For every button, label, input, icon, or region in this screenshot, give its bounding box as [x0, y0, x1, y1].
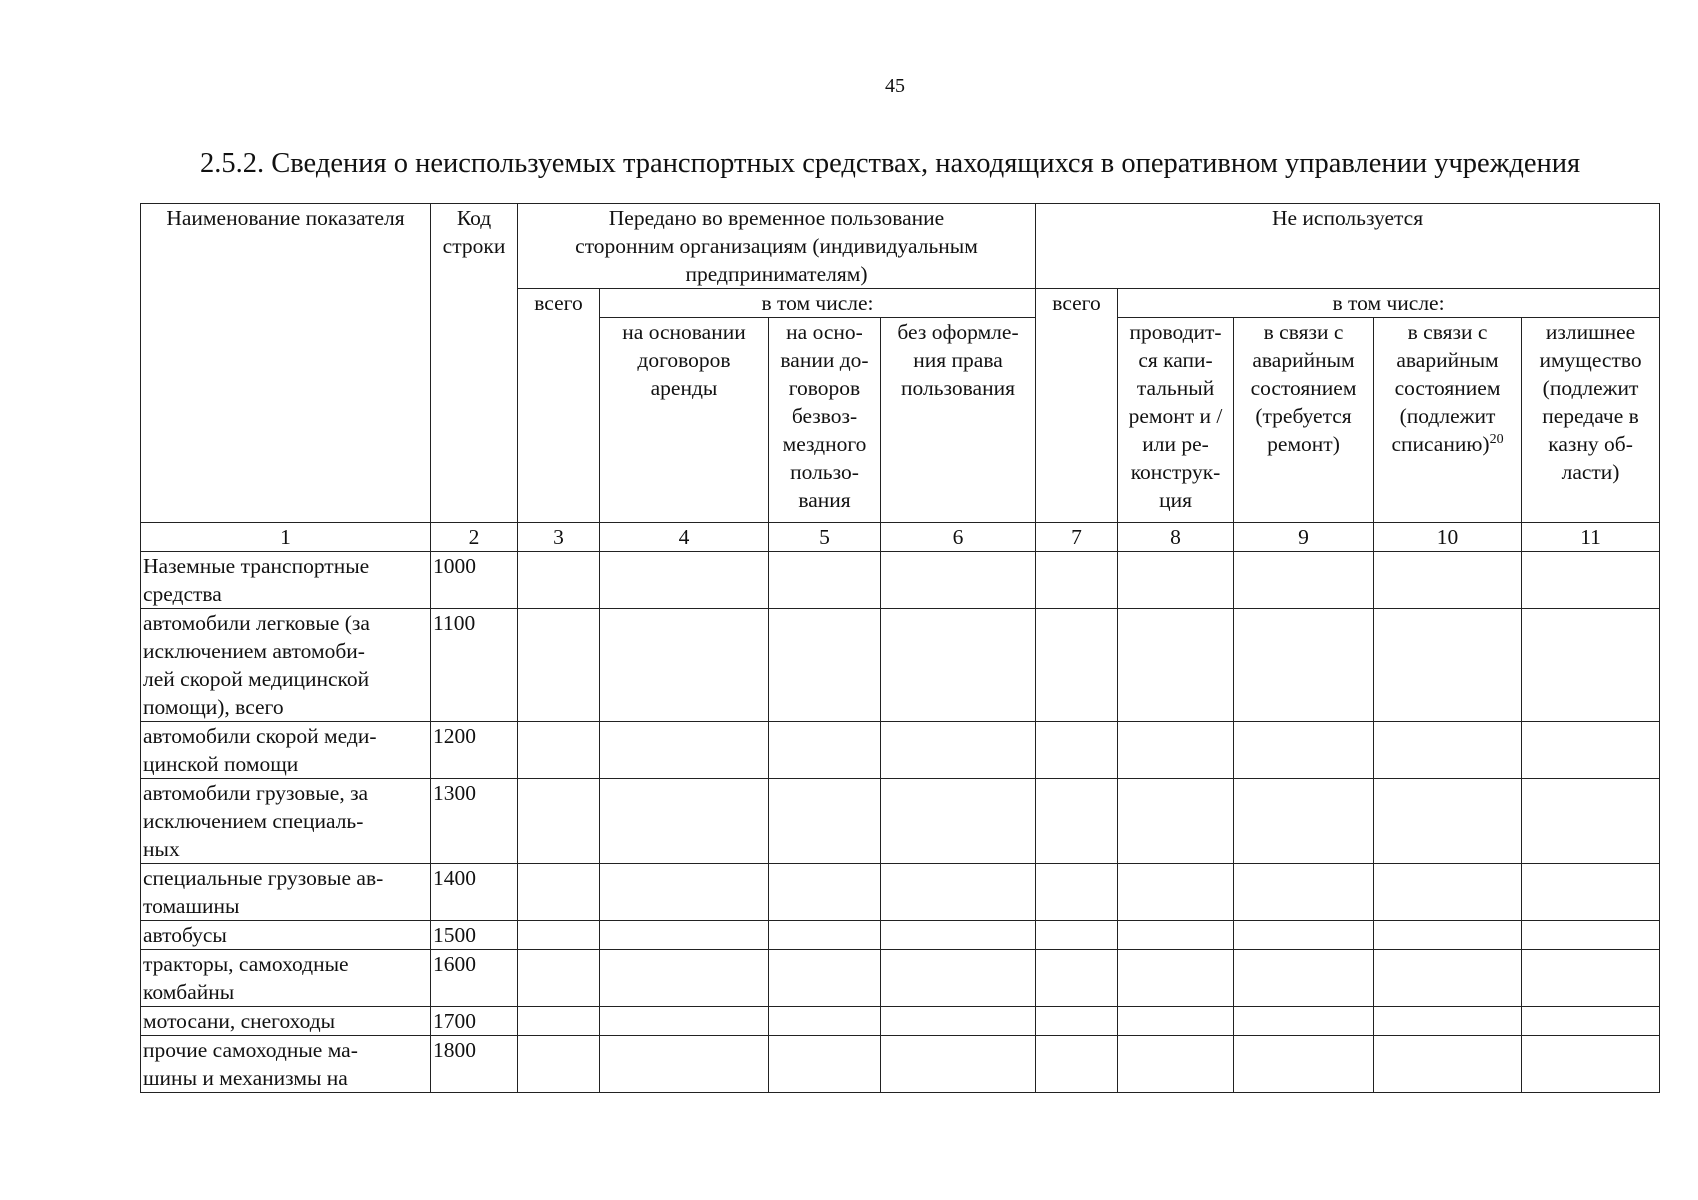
- data-cell: [600, 950, 769, 1007]
- data-cell: [1036, 552, 1118, 609]
- row-name: автомобили скорой меди- цинской помощи: [141, 722, 431, 779]
- header-free-use: на осно- вании до- говоров безвоз- мездного пользо- вания: [769, 318, 881, 523]
- column-numbers-row: [141, 523, 1660, 552]
- data-cell: [600, 552, 769, 609]
- header-row-code: Код строки: [431, 204, 518, 523]
- table-row: [141, 950, 1660, 1007]
- data-cell: [1234, 950, 1374, 1007]
- data-cell: [1036, 921, 1118, 950]
- row-code: 1500: [431, 921, 518, 950]
- row-name: автомобили легковые (за исключением автомоби- лей скорой медицинской помощи), всего: [141, 609, 431, 722]
- data-cell: [769, 722, 881, 779]
- data-cell: [769, 779, 881, 864]
- data-cell: [881, 609, 1036, 722]
- footnote-marker: 20: [1489, 431, 1504, 447]
- data-cell: [1522, 1007, 1660, 1036]
- data-cell: [1118, 722, 1234, 779]
- data-cell: [881, 950, 1036, 1007]
- row-code: 1400: [431, 864, 518, 921]
- data-cell: [1374, 1036, 1522, 1093]
- table-row: [141, 722, 1660, 779]
- data-cell: [518, 921, 600, 950]
- data-cell: [769, 552, 881, 609]
- data-cell: [600, 1036, 769, 1093]
- row-name: автобусы: [141, 921, 431, 950]
- data-cell: [1374, 552, 1522, 609]
- data-cell: [881, 1007, 1036, 1036]
- data-cell: [881, 921, 1036, 950]
- data-cell: [1234, 864, 1374, 921]
- data-cell: [518, 779, 600, 864]
- data-cell: [600, 921, 769, 950]
- data-cell: [1234, 609, 1374, 722]
- header-including-transferred: в том числе:: [600, 289, 1036, 318]
- header-indicator-name: Наименование показателя: [141, 204, 431, 523]
- header-including-unused: в том числе:: [1118, 289, 1660, 318]
- column-number: 7: [1036, 523, 1118, 552]
- column-number: 1: [141, 523, 431, 552]
- row-name: Наземные транспортные средства: [141, 552, 431, 609]
- data-cell: [600, 609, 769, 722]
- table-row: [141, 864, 1660, 921]
- data-cell: [1118, 609, 1234, 722]
- data-cell: [769, 1036, 881, 1093]
- header-surplus-property: излишнее имущество (подлежит передаче в казну об- ласти): [1522, 318, 1660, 523]
- data-cell: [1522, 1036, 1660, 1093]
- data-cell: [1522, 864, 1660, 921]
- data-cell: [1522, 921, 1660, 950]
- header-no-registration: без оформле- ния права пользования: [881, 318, 1036, 523]
- table-row: [141, 1036, 1660, 1093]
- column-number: 3: [518, 523, 600, 552]
- data-cell: [1234, 1036, 1374, 1093]
- data-cell: [881, 779, 1036, 864]
- column-number: 2: [431, 523, 518, 552]
- page-number: 45: [885, 75, 905, 97]
- data-cell: [881, 864, 1036, 921]
- row-name: специальные грузовые ав- томашины: [141, 864, 431, 921]
- data-cell: [600, 1007, 769, 1036]
- data-cell: [881, 1036, 1036, 1093]
- data-cell: [518, 722, 600, 779]
- data-cell: [518, 950, 600, 1007]
- data-cell: [1374, 950, 1522, 1007]
- row-code: 1300: [431, 779, 518, 864]
- data-cell: [1374, 609, 1522, 722]
- data-cell: [1036, 1036, 1118, 1093]
- row-name: автомобили грузовые, за исключением специаль- ных: [141, 779, 431, 864]
- column-number: 5: [769, 523, 881, 552]
- column-number: 6: [881, 523, 1036, 552]
- data-cell: [769, 609, 881, 722]
- data-cell: [1118, 950, 1234, 1007]
- data-cell: [1036, 722, 1118, 779]
- data-cell: [1234, 779, 1374, 864]
- header-unused-group: Не используется: [1036, 204, 1660, 289]
- header-total-unused: всего: [1036, 289, 1118, 523]
- data-cell: [1118, 552, 1234, 609]
- data-cell: [518, 552, 600, 609]
- data-cell: [769, 921, 881, 950]
- table-row: [141, 609, 1660, 722]
- table-row: [141, 921, 1660, 950]
- data-cell: [1036, 779, 1118, 864]
- header-emergency-repair: в связи с аварийным состоянием (требуется ремонт): [1234, 318, 1374, 523]
- table-row: [141, 552, 1660, 609]
- data-cell: [1234, 921, 1374, 950]
- data-cell: [1522, 609, 1660, 722]
- data-cell: [518, 1007, 600, 1036]
- header-lease: на основании договоров аренды: [600, 318, 769, 523]
- data-cell: [881, 552, 1036, 609]
- data-cell: [1036, 864, 1118, 921]
- data-cell: [1118, 1007, 1234, 1036]
- data-cell: [518, 1036, 600, 1093]
- data-cell: [600, 779, 769, 864]
- data-cell: [1374, 1007, 1522, 1036]
- data-cell: [1522, 950, 1660, 1007]
- data-cell: [1374, 921, 1522, 950]
- section-title: 2.5.2. Сведения о неиспользуемых транспортных средствах, находящихся в оперативном управлении учреждения: [200, 148, 1581, 179]
- data-cell: [1118, 921, 1234, 950]
- data-cell: [1234, 1007, 1374, 1036]
- data-cell: [1374, 722, 1522, 779]
- data-cell: [1374, 864, 1522, 921]
- data-cell: [1036, 950, 1118, 1007]
- data-cell: [1522, 722, 1660, 779]
- data-cell: [1234, 552, 1374, 609]
- table-row: [141, 779, 1660, 864]
- data-cell: [1118, 864, 1234, 921]
- row-name: тракторы, самоходные комбайны: [141, 950, 431, 1007]
- table-row: [141, 1007, 1660, 1036]
- row-code: 1000: [431, 552, 518, 609]
- row-code: 1700: [431, 1007, 518, 1036]
- header-total-transferred: всего: [518, 289, 600, 523]
- data-cell: [1118, 779, 1234, 864]
- row-name: мотосани, снегоходы: [141, 1007, 431, 1036]
- data-cell: [769, 950, 881, 1007]
- data-cell: [1374, 779, 1522, 864]
- column-number: 10: [1374, 523, 1522, 552]
- data-cell: [1036, 1007, 1118, 1036]
- header-emergency-writeoff: [1374, 318, 1522, 523]
- column-number: 8: [1118, 523, 1234, 552]
- column-number: 9: [1234, 523, 1374, 552]
- data-cell: [1522, 779, 1660, 864]
- row-code: 1800: [431, 1036, 518, 1093]
- data-cell: [1522, 552, 1660, 609]
- data-cell: [881, 722, 1036, 779]
- row-name: прочие самоходные ма- шины и механизмы на: [141, 1036, 431, 1093]
- data-cell: [769, 864, 881, 921]
- column-number: 11: [1522, 523, 1660, 552]
- report-table: [140, 203, 1660, 1093]
- header-emergency-writeoff-text: в связи с аварийным состоянием (подлежит списанию): [1391, 320, 1501, 456]
- data-cell: [1118, 1036, 1234, 1093]
- data-cell: [769, 1007, 881, 1036]
- row-code: 1100: [431, 609, 518, 722]
- data-cell: [1234, 722, 1374, 779]
- data-cell: [1036, 609, 1118, 722]
- data-cell: [518, 609, 600, 722]
- row-code: 1600: [431, 950, 518, 1007]
- data-cell: [600, 722, 769, 779]
- header-row-1: [141, 204, 1660, 289]
- column-number: 4: [600, 523, 769, 552]
- data-cell: [600, 864, 769, 921]
- row-code: 1200: [431, 722, 518, 779]
- header-transferred-group: Передано во временное пользование сторонним организациям (индивидуальным предпринимателям): [518, 204, 1036, 289]
- data-cell: [518, 864, 600, 921]
- header-capital-repair: проводит- ся капи- тальный ремонт и / или ре- конструк- ция: [1118, 318, 1234, 523]
